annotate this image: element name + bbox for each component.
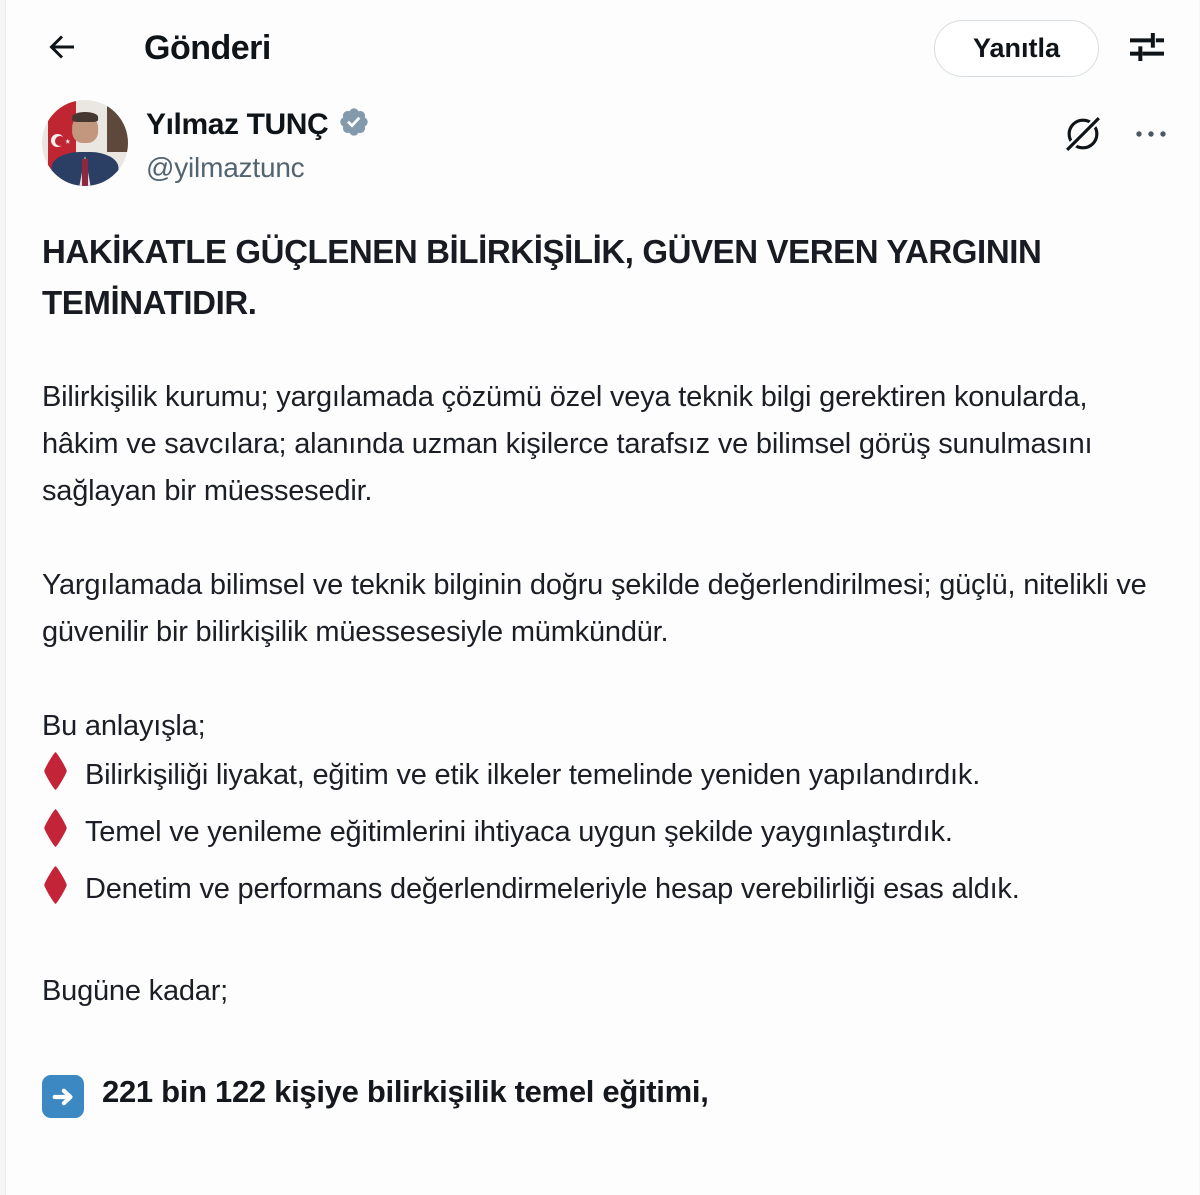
red-diamond-icon bbox=[42, 750, 69, 807]
more-options-button[interactable] bbox=[1133, 127, 1169, 144]
author-row bbox=[6, 88, 1199, 186]
red-diamond-icon bbox=[42, 807, 69, 864]
red-diamond-icon bbox=[42, 864, 69, 921]
bullet-text: Bilirkişiliği liyakat, eğitim ve etik ilkeler temelinde yeniden yapılandırdık. bbox=[85, 759, 981, 792]
author-actions bbox=[1063, 100, 1169, 157]
bullet-item bbox=[42, 864, 1165, 921]
post-section-line: Bugüne kadar; bbox=[42, 975, 229, 1007]
back-button[interactable] bbox=[42, 28, 82, 68]
author-handle[interactable]: @yilmaztunc bbox=[146, 152, 305, 183]
highlight-text: 221 bin 122 kişiye bilirkişilik temel eğitimi, bbox=[102, 1073, 709, 1109]
post-paragraph: Yargılamada bilimsel ve teknik bilginin doğru şekilde değerlendirilmesi; güçlü, nitelikli ve güvenilir bir bilirkişilik müessesesiyle mümkündür. bbox=[42, 569, 1147, 649]
post-body bbox=[6, 186, 1199, 1118]
header bbox=[6, 0, 1199, 88]
bullet-item bbox=[42, 807, 1165, 864]
grok-button[interactable] bbox=[1063, 114, 1103, 157]
verified-badge-icon bbox=[338, 106, 370, 143]
page-title: Gönderi bbox=[144, 28, 271, 67]
author-names bbox=[146, 100, 1063, 184]
blue-right-arrow-icon bbox=[42, 1075, 84, 1118]
post-headline: HAKİKATLE GÜÇLENEN BİLİRKİŞİLİK, GÜVEN VEREN YARGININ TEMİNATIDIR. bbox=[42, 233, 1042, 322]
author-name[interactable]: Yılmaz TUNÇ bbox=[146, 107, 329, 141]
bullet-text: Denetim ve performans değerlendirmeleriyle hesap verebilirliği esas aldık. bbox=[85, 873, 1020, 906]
avatar[interactable] bbox=[42, 100, 128, 186]
more-options-icon bbox=[1133, 127, 1169, 144]
bullet-item bbox=[42, 750, 1165, 807]
post-detail-page bbox=[5, 0, 1199, 1195]
grok-slashed-circle-icon bbox=[1063, 114, 1103, 157]
post-paragraph: Bilirkişilik kurumu; yargılamada çözümü özel veya teknik bilgi gerektiren konularda, hâkim ve savcılara; alanında uzman kişilerce tarafsız ve bilimsel görüş sunulmasını sağlayan bir müessesedir. bbox=[42, 381, 1093, 508]
post-intro-line: Bu anlayışla; bbox=[42, 710, 206, 743]
bullet-text: Temel ve yenileme eğitimlerini ihtiyaca uygun şekilde yaygınlaştırdık. bbox=[85, 816, 953, 849]
timeline-settings-button[interactable] bbox=[1125, 26, 1169, 70]
back-arrow-icon bbox=[44, 29, 80, 68]
highlight-line bbox=[42, 1067, 1165, 1119]
reply-button[interactable]: Yanıtla bbox=[934, 20, 1099, 77]
sliders-icon bbox=[1127, 27, 1167, 70]
